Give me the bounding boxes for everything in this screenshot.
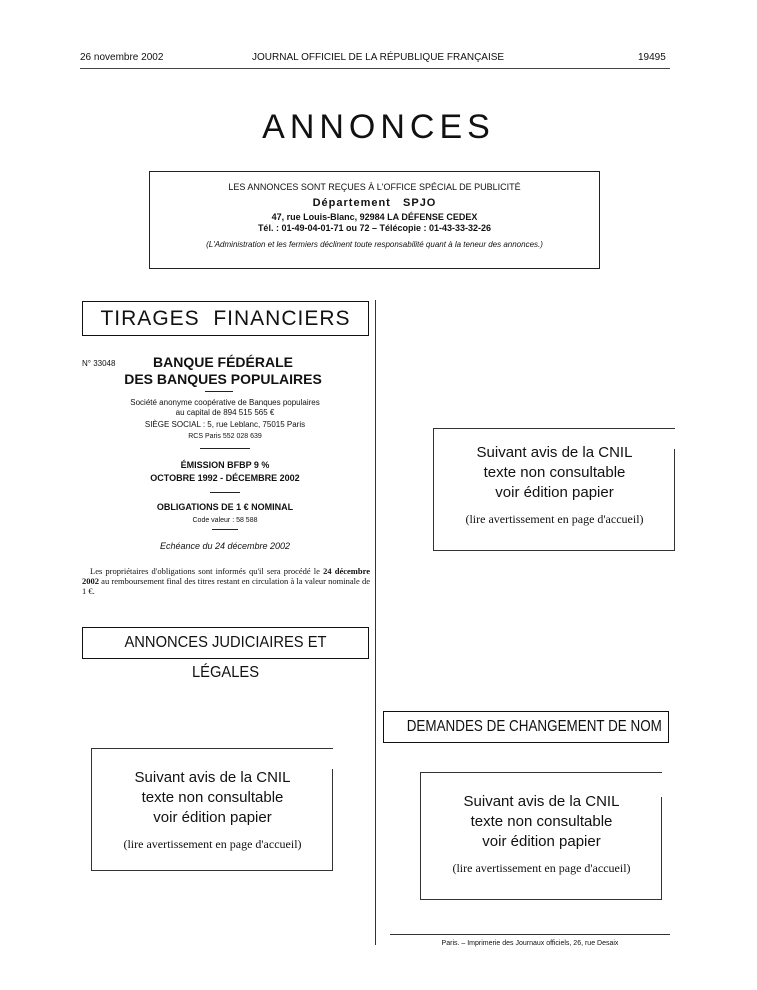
section-tirages-financiers [82, 301, 369, 336]
cnil-line3: voir édition papier [153, 809, 272, 826]
divider [200, 448, 250, 449]
section-title: DEMANDES DE CHANGEMENT DE NOM [406, 718, 662, 735]
emission-period: OCTOBRE 1992 - DÉCEMBRE 2002 [150, 473, 300, 483]
cnil-warning: (lire avertissement en page d'accueil) [452, 861, 631, 875]
header-journal-title: JOURNAL OFFICIEL DE LA RÉPUBLIQUE FRANÇAISE [252, 52, 505, 63]
section-changement-nom [383, 711, 669, 743]
code-valeur: Code valeur : 58 588 [192, 517, 258, 524]
bank-notice-body [82, 566, 370, 596]
cnil-warning: (lire avertissement en page d'accueil) [123, 837, 302, 851]
company-line1: Société anonyme coopérative de Banques populaires [130, 398, 320, 407]
header-date: 26 novembre 2002 [80, 52, 164, 63]
echeance: Echéance du 24 décembre 2002 [159, 541, 291, 551]
company-info [100, 398, 350, 442]
registered-office: SIÈGE SOCIAL : 5, rue Leblanc, 75015 Paris [144, 420, 306, 429]
header-rule [80, 68, 670, 69]
cnil-line1: Suivant avis de la CNIL [476, 444, 633, 461]
cnil-warning: (lire avertissement en page d'accueil) [465, 512, 644, 526]
divider [210, 492, 240, 493]
notice-disclaimer: (L'Administration et les fermiers déclinent toute responsabilité quant à la teneur des annonces.) [206, 240, 543, 249]
notice-number: N° 33048 [82, 359, 116, 368]
page-title: ANNONCES [262, 108, 495, 146]
cnil-line2: texte non consultable [483, 464, 626, 481]
footer-printer: Paris. – Imprimerie des Journaux officiels, 26, rue Desaix [441, 940, 619, 947]
divider [212, 529, 238, 530]
section-annonces-judiciaires [82, 627, 369, 681]
footer-rule [390, 934, 670, 935]
cnil-notice-box [91, 748, 333, 871]
rcs-number: RCS Paris 552 028 639 [188, 433, 262, 440]
obligations-title: OBLIGATIONS DE 1 € NOMINAL [156, 502, 294, 512]
bank-name [118, 354, 328, 388]
cnil-notice-box [433, 428, 675, 551]
notice-address: 47, rue Louis-Blanc, 92984 LA DÉFENSE CEDEX [271, 212, 478, 222]
section-title: ANNONCES JUDICIAIRES ET LÉGALES [124, 634, 327, 681]
publicity-notice-box [149, 171, 600, 269]
notice-line1: LES ANNONCES SONT REÇUES À L'OFFICE SPÉCIAL DE PUBLICITÉ [228, 182, 521, 192]
cnil-line1: Suivant avis de la CNIL [463, 793, 620, 810]
company-line2: au capital de 894 515 565 € [175, 408, 275, 417]
cnil-line3: voir édition papier [495, 484, 614, 501]
bank-name-line2: DES BANQUES POPULAIRES [124, 371, 322, 387]
cnil-line2: texte non consultable [141, 789, 284, 806]
divider [205, 391, 233, 392]
header-page-number: 19495 [638, 52, 666, 63]
notice-phone: Tél. : 01-49-04-01-71 ou 72 – Télécopie : 01-43-33-32-26 [257, 223, 492, 233]
cnil-line2: texte non consultable [470, 813, 613, 830]
column-separator [375, 300, 376, 945]
body-part2: au remboursement final des titres restant en circulation à la valeur nominale de 1 €. [82, 576, 370, 596]
emission-title: ÉMISSION BFBP 9 % [180, 460, 270, 470]
emission-info [100, 459, 350, 485]
body-part1: Les propriétaires d'obligations sont informés qu'il sera procédé le [90, 566, 324, 576]
cnil-line3: voir édition papier [482, 833, 601, 850]
cnil-notice-box [420, 772, 662, 900]
notice-department: Département SPJO [312, 197, 437, 209]
bank-name-line1: BANQUE FÉDÉRALE [152, 354, 293, 370]
cnil-line1: Suivant avis de la CNIL [134, 769, 291, 786]
section-title: TIRAGES FINANCIERS [100, 307, 351, 330]
body-date: 24 décembre 2002 [82, 566, 370, 586]
